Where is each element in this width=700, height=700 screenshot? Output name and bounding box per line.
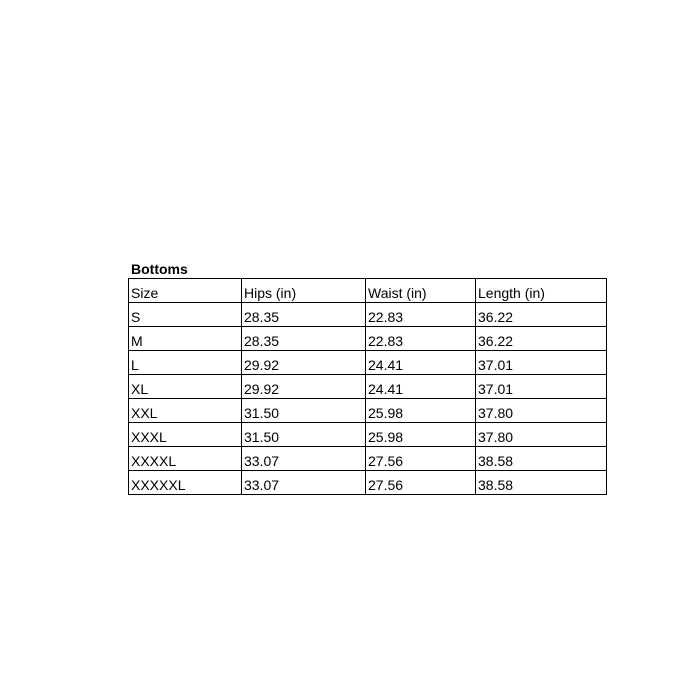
size-table (128, 278, 607, 495)
table-row (129, 471, 607, 495)
table-row (129, 423, 607, 447)
header-cell-hips: Hips (in) (242, 279, 366, 303)
size-cell: XXXXXL (129, 471, 242, 495)
size-cell: M (129, 327, 242, 351)
length-cell: 37.01 (476, 351, 607, 375)
size-cell: XL (129, 375, 242, 399)
length-cell: 37.01 (476, 375, 607, 399)
hips-cell: 29.92 (242, 375, 366, 399)
table-row (129, 447, 607, 471)
hips-cell: 28.35 (242, 303, 366, 327)
waist-cell: 27.56 (366, 447, 476, 471)
table-row (129, 375, 607, 399)
table-row (129, 327, 607, 351)
table-title: Bottoms (131, 261, 188, 277)
hips-cell: 28.35 (242, 327, 366, 351)
length-cell: 37.80 (476, 423, 607, 447)
size-cell: XXXXL (129, 447, 242, 471)
hips-cell: 31.50 (242, 423, 366, 447)
length-cell: 36.22 (476, 303, 607, 327)
hips-cell: 33.07 (242, 447, 366, 471)
waist-cell: 25.98 (366, 399, 476, 423)
table-row (129, 399, 607, 423)
waist-cell: 25.98 (366, 423, 476, 447)
hips-cell: 33.07 (242, 471, 366, 495)
length-cell: 38.58 (476, 447, 607, 471)
length-cell: 38.58 (476, 471, 607, 495)
hips-cell: 29.92 (242, 351, 366, 375)
table-row (129, 303, 607, 327)
size-chart (128, 260, 606, 495)
waist-cell: 22.83 (366, 303, 476, 327)
size-cell: S (129, 303, 242, 327)
waist-cell: 24.41 (366, 351, 476, 375)
table-body (129, 279, 607, 495)
size-cell: XXL (129, 399, 242, 423)
waist-cell: 22.83 (366, 327, 476, 351)
header-row (129, 279, 607, 303)
header-cell-length: Length (in) (476, 279, 607, 303)
waist-cell: 27.56 (366, 471, 476, 495)
header-cell-size: Size (129, 279, 242, 303)
length-cell: 37.80 (476, 399, 607, 423)
waist-cell: 24.41 (366, 375, 476, 399)
size-cell: XXXL (129, 423, 242, 447)
size-cell: L (129, 351, 242, 375)
hips-cell: 31.50 (242, 399, 366, 423)
header-cell-waist: Waist (in) (366, 279, 476, 303)
table-row (129, 351, 607, 375)
length-cell: 36.22 (476, 327, 607, 351)
